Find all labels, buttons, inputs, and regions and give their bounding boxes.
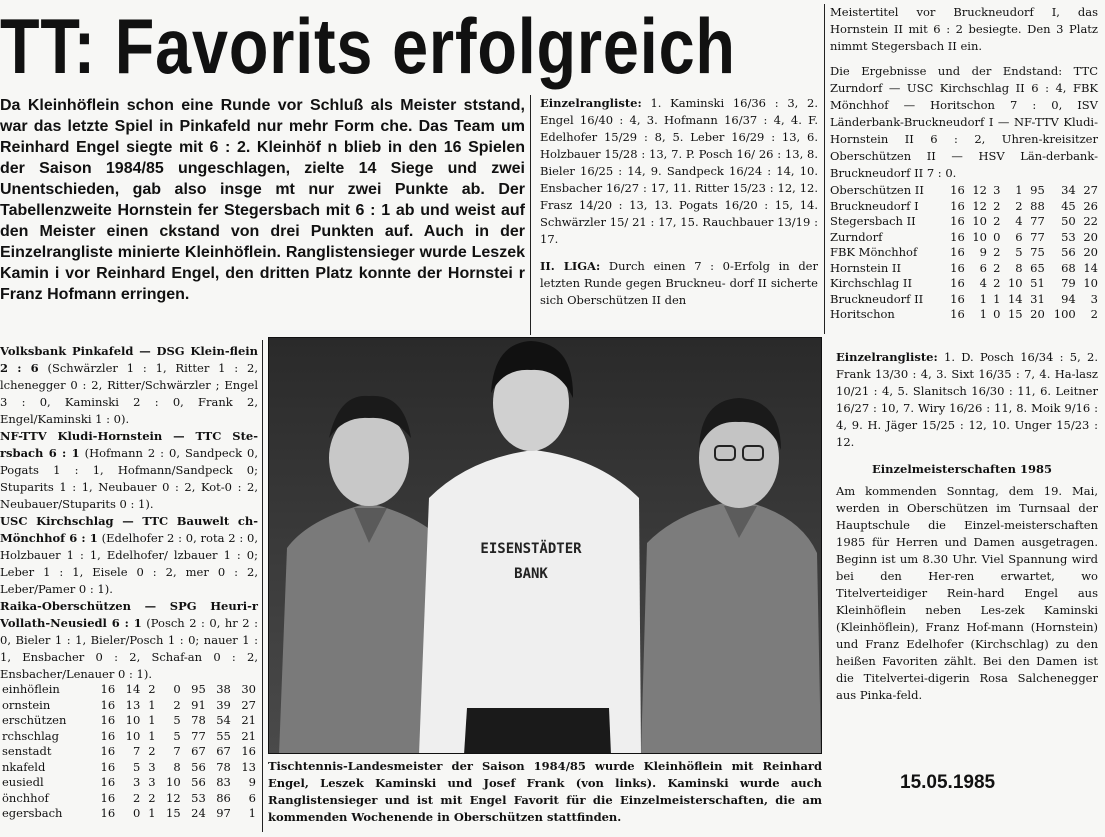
stat-cell: 9 — [248, 775, 256, 789]
team-name: eusiedl — [2, 775, 44, 789]
stat-cell: 16 — [950, 245, 965, 259]
right-rangliste-head: Einzelrangliste: — [836, 350, 938, 364]
stat-cell: 56 — [191, 775, 206, 789]
stat-cell: 14 — [1083, 260, 1098, 275]
team-photo-illustration — [269, 338, 822, 754]
stat-cell: 34 — [1061, 183, 1076, 197]
stat-cell: 6 — [1015, 229, 1023, 244]
stat-cell: 27 — [241, 697, 256, 712]
stat-cell: 13 — [125, 697, 141, 712]
shirt-text-line1: EISENSTÄDTER — [480, 541, 582, 557]
right-column-intro — [830, 4, 1098, 182]
table-row — [0, 682, 258, 698]
meister-column — [836, 483, 1098, 704]
einzelrangliste — [540, 95, 818, 248]
stat-cell: 53 — [1061, 229, 1076, 244]
stat-cell: 51 — [1030, 276, 1045, 290]
stat-cell: 10 — [1083, 276, 1098, 290]
stat-cell: 16 — [950, 307, 965, 321]
standings-table-liga2 — [828, 183, 1100, 323]
rangliste-text: 1. Kaminski 16/36 : 3, 2. Engel 16/40 : 4, 3. Hofmann 16/37 : 4, 4. F. Edelhofer 15/29 : 8, 5. Leber 16/29 : 13, 6. Holzbauer 15/28 : 13, 7. P. Posch 16/ 26 : 13, 8. Bieler 16/25 : 14, 9. Sandpeck 16/24 : 14, 10. Ensbacher 16/27 : 17, 11. Ritter 15/23 : 12, 12. Frasz 14/20 : 13, 13. Pogats 16/20 : 15, 14. Schwärzler 15/ 21 : 17, 15. Rauchbauer 13/19 : 17. — [540, 96, 818, 246]
stat-cell: 100 — [1053, 307, 1076, 321]
stat-cell: 78 — [216, 759, 231, 774]
stat-cell: 55 — [216, 728, 231, 743]
table-row — [828, 230, 1100, 246]
stat-cell: 31 — [1030, 291, 1045, 306]
stat-cell: 21 — [241, 728, 256, 743]
stat-cell: 1 — [979, 307, 987, 321]
stat-cell: 67 — [216, 744, 231, 758]
stat-cell: 6 — [979, 260, 987, 275]
table-row — [0, 713, 258, 729]
stat-cell: 10 — [125, 713, 141, 727]
stat-cell: 10 — [166, 775, 181, 789]
stat-cell: 10 — [1007, 276, 1023, 290]
result-text: (Edelhofer 2 : 0, rota 2 : 0, Holzbauer 1 : 1, Edelhofer/ lzbauer 1 : 0; Leber 1 : 1, Eisele 0 : 2, mer 0 : 2, Leber/Pamer 0 : 1). — [0, 531, 258, 596]
liga-head: II. LIGA: — [540, 259, 601, 273]
stat-cell: 20 — [1083, 245, 1098, 259]
stat-cell: 53 — [191, 790, 206, 805]
stat-cell: 77 — [191, 728, 206, 743]
stat-cell: 8 — [1015, 260, 1023, 275]
stat-cell: 3 — [1090, 291, 1098, 306]
team-name: erschützen — [2, 713, 67, 727]
team-name: önchhof — [2, 790, 49, 805]
stat-cell: 45 — [1061, 198, 1076, 213]
column-rule — [824, 4, 825, 334]
stat-cell: 16 — [100, 744, 116, 758]
stat-cell: 2 — [1015, 198, 1023, 213]
stat-cell: 2 — [993, 260, 1001, 275]
stat-cell: 16 — [100, 682, 116, 696]
stat-cell: 15 — [166, 806, 181, 820]
stat-cell: 54 — [216, 713, 231, 727]
stat-cell: 3 — [148, 759, 156, 774]
middle-column — [540, 95, 818, 309]
stat-cell: 16 — [950, 198, 965, 213]
stat-cell: 97 — [216, 806, 231, 820]
stat-cell: 1 — [148, 728, 156, 743]
stat-cell: 1 — [248, 806, 256, 820]
stat-cell: 2 — [993, 276, 1001, 290]
liga-text: Durch einen 7 : 0-Erfolg in der letzten Runde gegen Bruckneu- dorf II sicherte sich Oberschützen II den — [540, 259, 818, 307]
result-head: NF-TTV Kludi-Hornstein — TTC Ste-rsbach 6 : 1 — [0, 429, 258, 460]
result-text: (Schwärzler 1 : 1, Ritter 1 : 2, lchenegger 0 : 2, Ritter/Schwärzler ; Engel 3 : 0, Kaminski 2 : 0, Frank 2, Engel/Kaminski 1 : 0). — [0, 361, 258, 426]
stat-cell: 3 — [132, 775, 141, 789]
table-row — [0, 744, 258, 760]
stat-cell: 16 — [950, 229, 965, 244]
stat-cell: 68 — [1061, 260, 1076, 275]
team-name: rchschlag — [2, 728, 59, 743]
stat-cell: 56 — [191, 759, 206, 774]
stat-cell: 4 — [979, 276, 987, 290]
stat-cell: 16 — [100, 728, 116, 743]
result-text: (Posch 2 : 0, hr 2 : 0, Bieler 1 : 1, Bieler/Posch 1 : 0; nauer 1 : 1, Ensbacher 0 : 2, Schaf-an 0 : 2, Ensbacher/Lenauer 0 : 1). — [0, 616, 258, 681]
stat-cell: 5 — [173, 713, 181, 727]
photo-caption: Tischtennis-Landesmeister der Saison 1984/85 wurde Kleinhöflein mit Reinhard Engel, Leszek Kaminski und Josef Frank (von links). Kaminski wurde auch Ranglistensieger und ist mit Engel Favorit für die Einzelmeisterschaften, die am kommenden Wochenende in Oberschützen stattfinden. — [268, 759, 822, 824]
stat-cell: 14 — [1007, 291, 1023, 306]
team-name: Bruckneudorf II — [830, 291, 924, 306]
team-name: Stegersbach II — [830, 214, 916, 228]
stat-cell: 16 — [950, 214, 965, 228]
stat-cell: 5 — [1015, 245, 1023, 259]
stat-cell: 2 — [148, 744, 156, 758]
standings-table-liga1 — [0, 682, 258, 822]
stat-cell: 14 — [125, 682, 141, 696]
team-name: Bruckneudorf I — [830, 198, 919, 213]
stat-cell: 27 — [1083, 183, 1098, 197]
stat-cell: 1 — [979, 291, 987, 306]
stat-cell: 2 — [1090, 307, 1098, 321]
stat-cell: 1 — [1015, 183, 1023, 197]
stat-cell: 2 — [993, 245, 1001, 259]
stat-cell: 2 — [993, 198, 1001, 213]
stat-cell: 56 — [1061, 245, 1076, 259]
stat-cell: 16 — [100, 806, 116, 820]
stat-cell: 24 — [191, 806, 206, 820]
stat-cell: 22 — [1083, 214, 1098, 228]
stat-cell: 30 — [241, 682, 256, 696]
stat-cell: 78 — [191, 713, 206, 727]
table-row — [828, 199, 1100, 215]
stat-cell: 12 — [972, 183, 987, 197]
table-row — [828, 261, 1100, 277]
stat-cell: 13 — [241, 759, 256, 774]
stat-cell: 2 — [993, 214, 1001, 228]
stat-cell: 5 — [132, 759, 141, 774]
rangliste-head: Einzelrangliste: — [540, 96, 642, 110]
right-rangliste-text: 1. D. Posch 16/34 : 5, 2. Frank 13/30 : 4, 3. Sixt 16/35 : 7, 4. Ha-lasz 10/21 : 4, 5. Slanitsch 16/30 : 11, 6. Leitner 16/27 : 10, 7. Wiry 16/26 : 11, 8. Moik 9/16 : 4, 9. H. Jäger 15/25 : 12, 10. Unger 15/23 : 12. — [836, 350, 1098, 449]
table-row — [828, 292, 1100, 308]
stat-cell: 39 — [216, 697, 231, 712]
team-name: egersbach — [2, 806, 63, 820]
stat-cell: 91 — [191, 697, 206, 712]
result-item — [0, 598, 258, 683]
stat-cell: 9 — [979, 245, 987, 259]
stat-cell: 83 — [216, 775, 231, 789]
stat-cell: 3 — [993, 183, 1001, 197]
publication-date: 15.05.1985 — [900, 772, 996, 793]
result-text: (Hofmann 2 : 0, Sandpeck 0, Pogats 1 : 1, Hofmann/Sandpeck 0; Stuparits 1 : 1, Neubauer 0 : 2, Kot-0 : 2, Neubauer/Stuparits 0 : 1). — [0, 446, 258, 511]
stat-cell: 7 — [173, 744, 181, 758]
meister-text: Am kommenden Sonntag, dem 19. Mai, werden in Oberschützen im Turnsaal der Hauptschule die Einzel-meisterschaften 1985 für Herren und Damen ausgetragen. Beginn ist um 8.30 Uhr. Viel Spannung wird bei den Her-ren erwartet, wo Titelverteidiger Rein-hard Engel aus Kleinhöflein neben Les-zek Kaminski (Kleinhöflein), Franz Hof-mann (Hornstein) und Franz Edelhofer (Kirchschlag) zu den heißen Favoriten zählt. Bei den Damen ist die Titelvertei-digerin Rosa Salchenegger aus Pinka-feld. — [836, 484, 1098, 702]
stat-cell: 1 — [148, 806, 156, 820]
team-name: Oberschützen II — [830, 183, 924, 197]
stat-cell: 2 — [173, 697, 181, 712]
stat-cell: 12 — [166, 790, 181, 805]
stat-cell: 15 — [1007, 307, 1023, 321]
stat-cell: 16 — [100, 790, 116, 805]
stat-cell: 95 — [1030, 183, 1045, 197]
stat-cell: 7 — [132, 744, 141, 758]
table-row — [828, 214, 1100, 230]
stat-cell: 3 — [148, 775, 156, 789]
stat-cell: 16 — [950, 183, 965, 197]
team-name: ornstein — [2, 697, 51, 712]
result-item — [0, 428, 258, 513]
team-name: FBK Mönchhof — [830, 245, 918, 259]
stat-cell: 1 — [993, 291, 1001, 306]
right-rangliste — [836, 349, 1098, 451]
table-row — [0, 729, 258, 745]
stat-cell: 4 — [1015, 214, 1023, 228]
team-name: Hornstein II — [830, 260, 902, 275]
stat-cell: 0 — [993, 307, 1001, 321]
team-name: Kirchschlag II — [830, 276, 912, 290]
table-row — [0, 791, 258, 807]
stat-cell: 77 — [1030, 229, 1045, 244]
table-row — [828, 245, 1100, 261]
team-name: nkafeld — [2, 759, 46, 774]
stat-cell: 75 — [1030, 245, 1045, 259]
stat-cell: 65 — [1030, 260, 1045, 275]
stat-cell: 12 — [972, 198, 987, 213]
result-item — [0, 513, 258, 598]
result-head: USC Kirchschlag — TTC Bauwelt ch-Mönchhof 6 : 1 — [0, 514, 258, 545]
table-row — [0, 806, 258, 822]
liga-paragraph — [540, 258, 818, 309]
result-head: Volksbank Pinkafeld — DSG Klein-flein 2 : 6 — [0, 344, 258, 375]
stat-cell: 20 — [1083, 229, 1098, 244]
table-row — [828, 276, 1100, 292]
stat-cell: 50 — [1061, 214, 1076, 228]
column-rule — [530, 95, 531, 335]
stat-cell: 1 — [148, 697, 156, 712]
stat-cell: 38 — [216, 682, 231, 696]
stat-cell: 26 — [1083, 198, 1098, 213]
stat-cell: 2 — [148, 682, 156, 696]
stat-cell: 88 — [1030, 198, 1045, 213]
stat-cell: 8 — [173, 759, 181, 774]
stat-cell: 16 — [241, 744, 256, 758]
column-rule — [262, 340, 263, 832]
table-row — [0, 775, 258, 791]
stat-cell: 16 — [100, 759, 116, 774]
stat-cell: 16 — [950, 291, 965, 306]
stat-cell: 95 — [191, 682, 206, 696]
shirt-text-line2: BANK — [514, 566, 548, 582]
stat-cell: 10 — [125, 728, 141, 743]
stat-cell: 94 — [1061, 291, 1076, 306]
stat-cell: 0 — [173, 682, 181, 696]
stat-cell: 5 — [173, 728, 181, 743]
headline: TT: Favorits erfolgreich — [0, 2, 736, 90]
table-row — [0, 760, 258, 776]
stat-cell: 10 — [972, 214, 987, 228]
result-head: Raika-Oberschützen — SPG Heuri-r Vollath-Neusiedl 6 : 1 — [0, 599, 258, 630]
stat-cell: 0 — [132, 806, 141, 820]
team-name: senstadt — [2, 744, 52, 758]
stat-cell: 16 — [950, 276, 965, 290]
stat-cell: 21 — [241, 713, 256, 727]
table-row — [828, 307, 1100, 323]
stat-cell: 2 — [148, 790, 156, 805]
stat-cell: 16 — [950, 260, 965, 275]
stat-cell: 2 — [132, 790, 141, 805]
meister-head: Einzelmeisterschaften 1985 — [872, 462, 1052, 476]
table-row — [0, 698, 258, 714]
team-name: einhöflein — [2, 682, 60, 696]
results-text: Die Ergebnisse und der Endstand: TTC Zurndorf — USC Kirchschlag II 6 : 4, FBK Mönchhof — Horitschon 7 : 0, ISV Länderbank-Bruckneudorf I — NF-TTV Kludi-Hornstein II 6 : 2, Uhren-kreisitzer Oberschützen II — HSV Län-derbank-Bruckneudorf II 7 : 0. — [830, 64, 1098, 180]
stat-cell: 10 — [972, 229, 987, 244]
stat-cell: 79 — [1061, 276, 1076, 290]
stat-cell: 16 — [100, 697, 116, 712]
team-photo — [268, 337, 822, 754]
stat-cell: 77 — [1030, 214, 1045, 228]
table-row — [828, 183, 1100, 199]
team-name: Horitschon — [830, 307, 895, 321]
stat-cell: 0 — [993, 229, 1001, 244]
stat-cell: 16 — [100, 775, 116, 789]
lead-paragraph: Da Kleinhöflein schon eine Runde vor Schluß als Meister ststand, war das letzte Spiel in Pinkafeld nur mehr Form che. Das Team um Reinhard Engel siegte mit 6 : 2. Kleinhöf n blieb in den 16 Spielen der Saison 1984/85 ungeschlagen, zielte 14 Siege und zwei Unentschieden, gab also insge mt nur zwei Punkte ab. Der Tabellenzweite Hornstein fer Stegersbach mit 6 : 1 ab und weist auf den Meister einen ckstand von drei Punkten auf. Auch in der Einzelrangliste minierte Kleinhöflein. Ranglistensieger wurde Leszek Kamin i vor Reinhard Engel, den dritten Platz konnte der Hornstei r Franz Hofmann erringen. — [0, 97, 525, 303]
stat-cell: 6 — [248, 790, 256, 805]
stat-cell: 67 — [191, 744, 206, 758]
intro-text: Meistertitel vor Bruckneudorf I, das Hornstein II mit 6 : 2 besiegte. Den 3 Platz nimmt Stegersbach II ein. — [830, 5, 1098, 53]
stat-cell: 16 — [100, 713, 116, 727]
stat-cell: 86 — [216, 790, 231, 805]
stat-cell: 20 — [1030, 307, 1045, 321]
stat-cell: 1 — [148, 713, 156, 727]
team-name: Zurndorf — [830, 229, 883, 244]
results-column — [0, 343, 258, 683]
result-item — [0, 343, 258, 428]
